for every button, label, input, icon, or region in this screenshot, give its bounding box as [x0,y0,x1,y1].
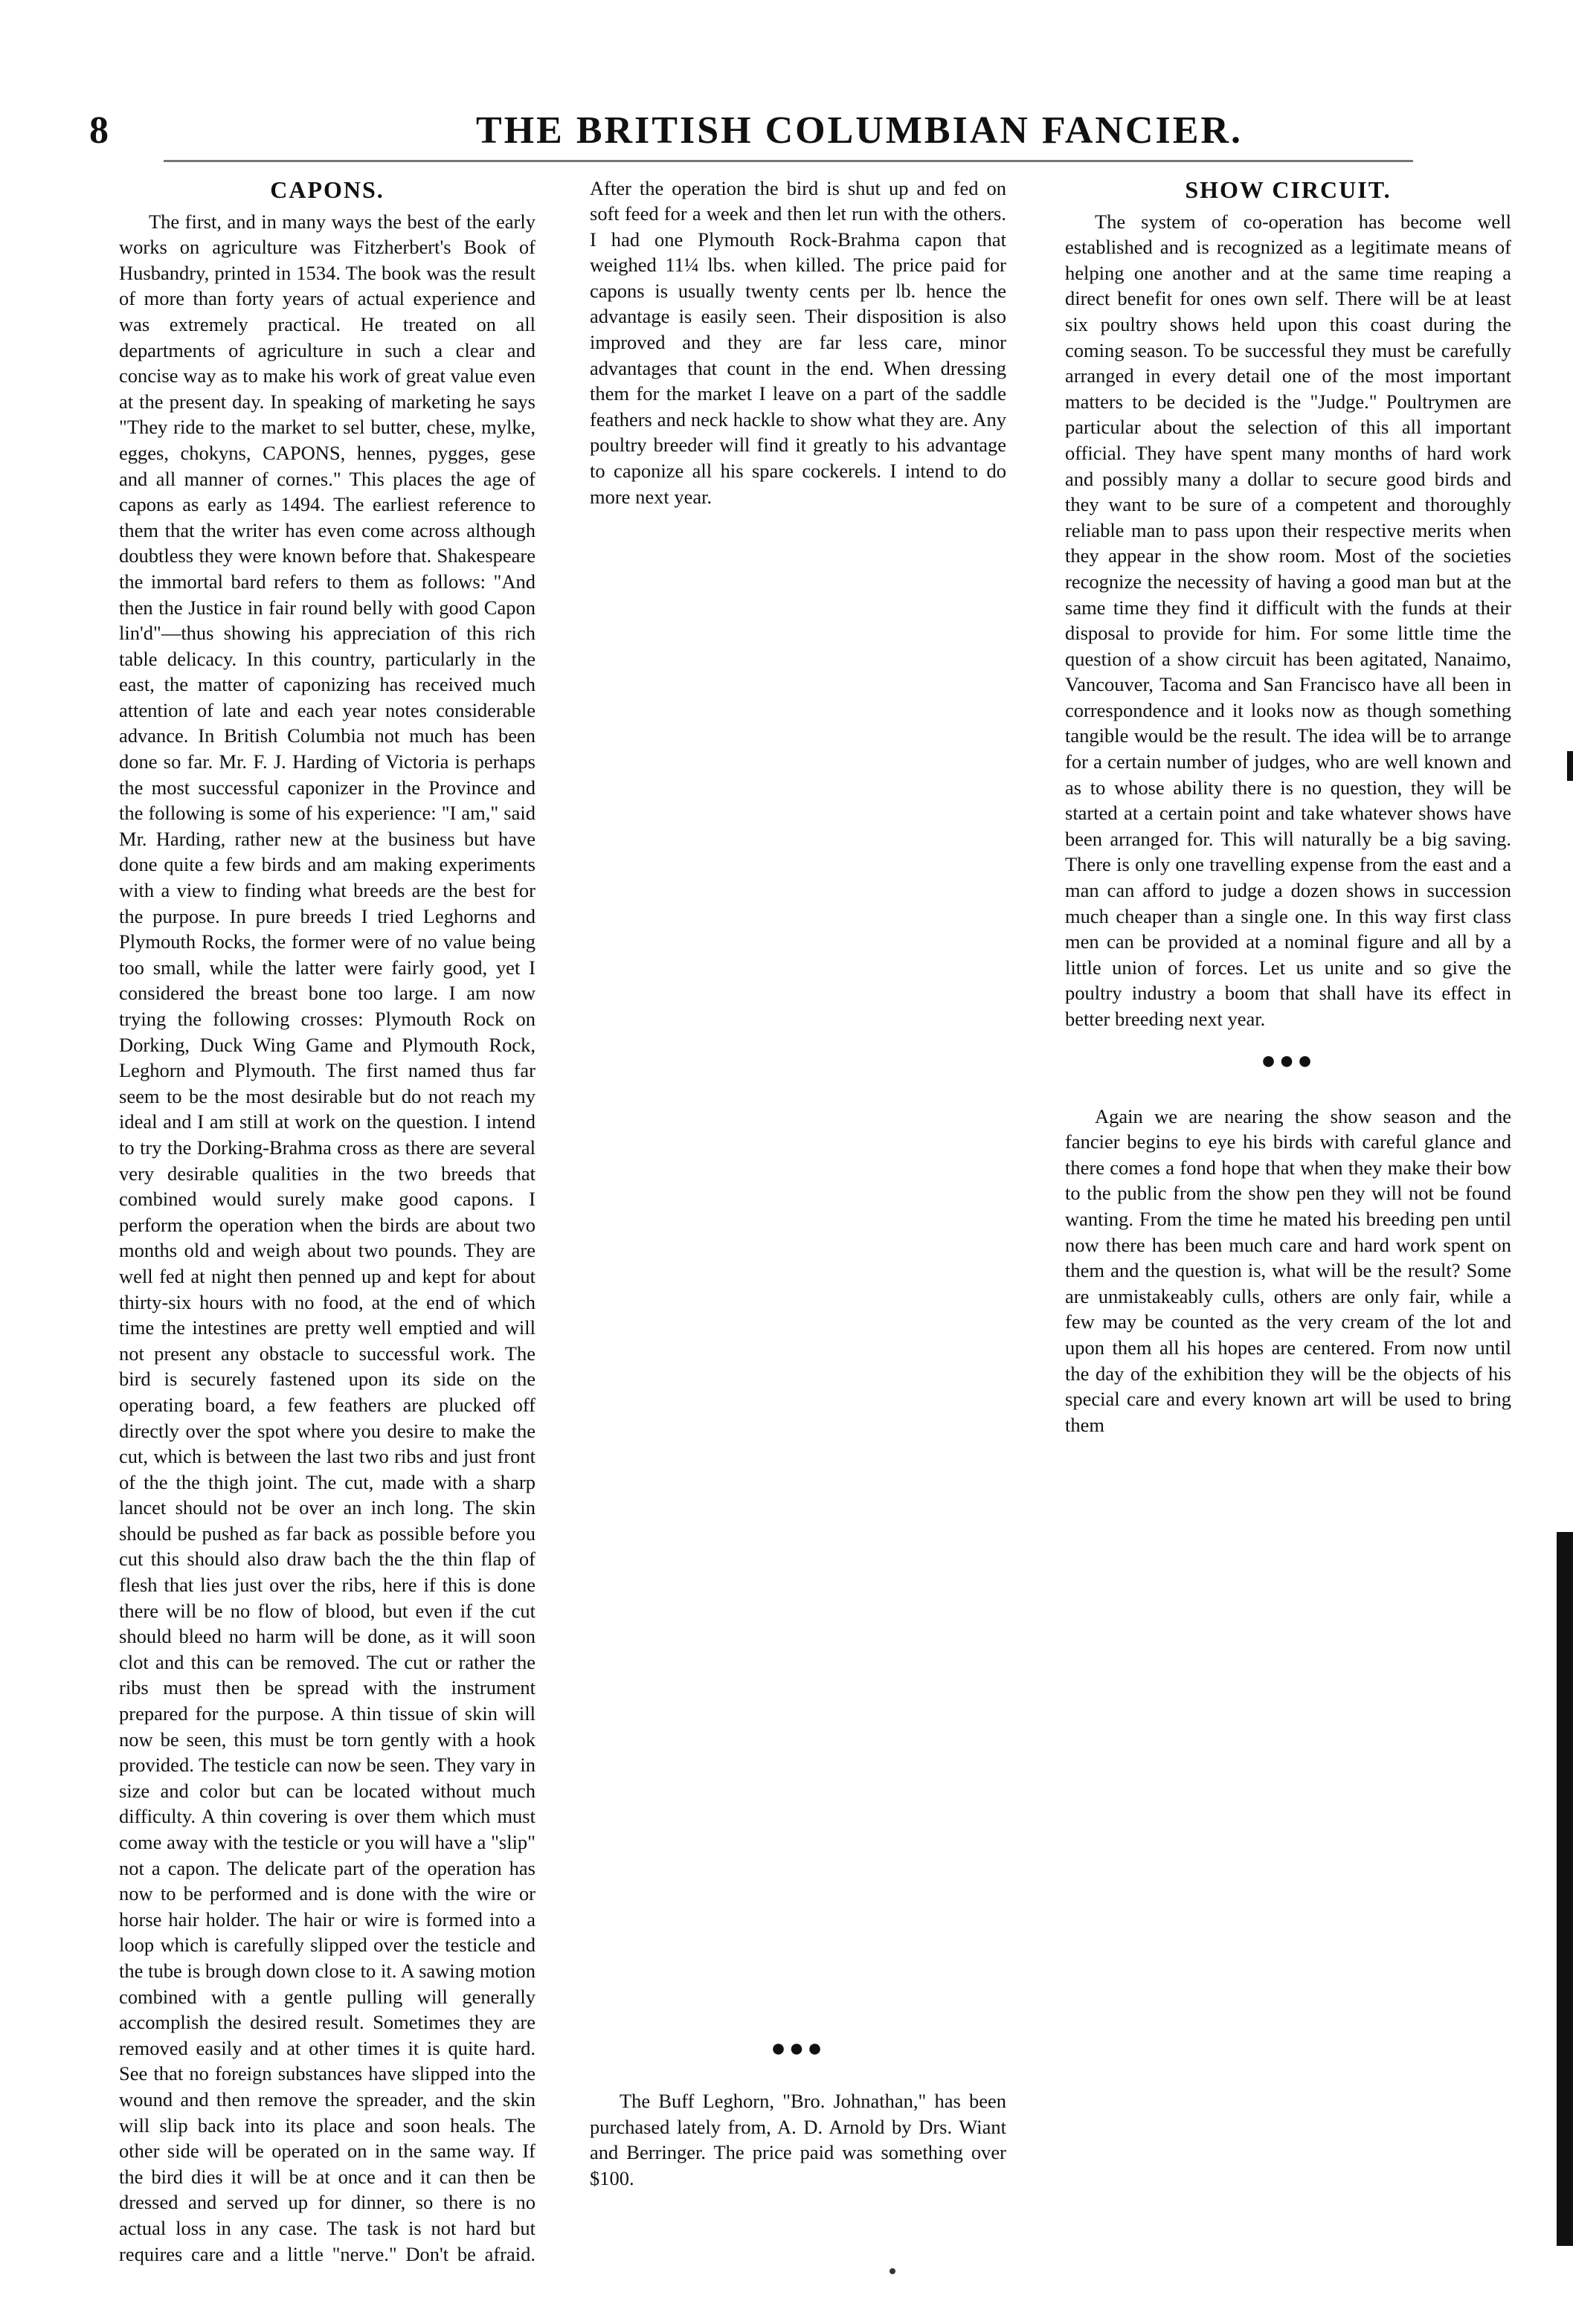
ornament-divider-2: ●●● [1261,1046,1316,1075]
page-edge-mark [1557,1532,1573,2246]
capons-continued [590,177,1006,2014]
column-2 [590,177,1006,2191]
ornament-divider: ●●● [771,2035,826,2062]
column-1 [119,177,535,2269]
show-season-text: Again we are nearing the show season and the fancier begins to eye his birds with careful glance and there comes a fond hope that when they make their bow to the public from the show pen they will not be found wanting. From the time he mated his breeding pen until now there has been much care and hard work spent on them and the question is, what will be the result? Some are unmistakeably culls, others are only fair, while a few may be counted as the very cream of the lot and upon them all his hopes are centered. From now until the day of the exhibition they will be the objects of his special care and every known art will be used to bring them [1065,1104,1511,1436]
show-circuit-heading: SHOW CIRCUIT. [1185,176,1392,203]
column-3 [1065,177,1511,1438]
running-head: THE BRITISH COLUMBIAN FANCIER. [476,109,1243,152]
capons-heading: CAPONS. [270,176,385,203]
page-edge-mark-upper [1567,751,1573,781]
capons-text: The first, and in many ways the best of the early works on agriculture was Fitzherbert's Book of Husbandry, printed in 1534. The book was the result of more than forty years of actual experience and was extremely practical. He treated on all departments of agriculture in such a clear and concise way as to make his work of great value even at the present day. In speaking of marketing he says "They ride to the market to sel butter, chese, mylke, egges, chokyns, CAPONS, hennes, pygges, gese and all manner of cornes." This places the age of capons as early as 1494. The earliest reference to them that the writer has even come across although doubtless they were known before that. Shakespeare the immortal bard refers to them as follows: "And then the Justice in fair round belly with good Capon lin'd"—thus showing his appreciation of this rich table delicacy. In this country, particularly in the east, the matter of caponizing has received much attention of late and each year notes considerable advance. In British Columbia not much has been done so far. Mr. F. J. Harding of Victoria is perhaps the most successful caponizer in the Province and the following is some of his experience: "I am," said Mr. Harding, rather new at the business but have done quite a few birds and am making experiments with a view to finding what breeds are the best for the purpose. In pure breeds I tried Leghorns and Plymouth Rocks, the former were of no value being too small, while the latter were fairly good, yet I considered the breast bone too large. I am now trying the following crosses: Plymouth Rock on Dorking, Duck Wing Game and Plymouth Rock, Leghorn and Plymouth. The first named thus far seem to be the most desirable but do not reach my ideal and I am still at work on the question. I intend to try the Dorking-Brahma cross as there are several very desirable qualities in the two breeds that combined would surely make good capons. I perform the operation when the birds are about two months old and weigh about two pounds. They are well fed at night then penned up and kept for about thirty-six hours with no food, at the end of which time the intestines are pretty well emptied and will not present any obstacle to successful work. The bird is securely fastened upon its side on the operating board, a few feathers are plucked off directly over the spot where you desire to make the cut, which is between the last two ribs and just front of the the thigh joint. The cut, made with a sharp lancet should not be over an inch long. The skin should be pushed as far back as possible before you cut this should also draw bach the the thin flap of flesh that lies just over the ribs, here if this is done there will be no flow of blood, but even if the cut should bleed no harm will be done, as it will soon clot and this can be removed. The cut or rather the ribs must then be spread with the instrument prepared for the purpose. A thin tissue of skin will now be seen, this must be torn gently with a hook provided. The testicle can now be seen. They vary in size and color but can be located without much difficulty. A thin covering is over them which must come away with the testicle or you will have a "slip" not a capon. The delicate part of the operation has now to be performed and is done with the wire or horse hair holder. The hair or wire is formed into a loop which is carefully slipped over the testicle and the tube is brough down close to it. A sawing motion combined with a gentle pulling will generally accomplish the desired result. Sometimes they are removed easily and at other times it is quite hard. See that no foreign substances have slipped into the wound and then remove the spreader, and the skin will slip back into its place and soon heals. The other side will be operated on in the same way. If the bird dies it will be at once and it can then be dressed and served up for dinner, so there is no actual loss in any case. The task is not hard but requires care and a little "nerve." Don't be afraid. [119,210,535,2265]
header-rule [164,160,1413,162]
page-number: 8 [89,109,109,152]
capons-continued-text: After the operation the bird is shut up and fed on soft feed for a week and then let run with the others. I had one Plymouth Rock-Brahma capon that weighed 11¼ lbs. when killed. The price paid for capons is usually twenty cents per lb. hence the advantage is easily seen. Their disposition is also improved and they are far less care, minor advantages that count in the end. When dressing them for the market I leave on a part of the saddle feathers and neck hackle to show what they are. Any poultry breeder will find it greatly to his advantage to caponize all his spare cockerels. I intend to do more next year. [590,177,1006,508]
buff-leghorn-note: The Buff Leghorn, "Bro. Johnathan," has been purchased lately from, A. D. Arnold by Drs. Wiant and Berringer. The price paid was something over $100. [590,2090,1006,2189]
bottom-dot [890,2268,895,2274]
show-circuit-text: The system of co-operation has become well established and is recognized as a legitimate means of helping one another and at the same time reaping a direct benefit for ones own self. There will be at least six poultry shows held upon this coast during the coming season. To be successful they must be carefully arranged in every detail one of the most important matters to be decided is the "Judge." Poultrymen are particular about the selection of this all important official. They have spent many months of hard work and possibly many a dollar to secure good birds and they want to be sure of a competent and thoroughly reliable man to pass upon their respective merits when they appear in the show room. Most of the societies recognize the necessity of having a good man but at the same time they find it difficult with the funds at their disposal to provide for him. For some little time the question of a show circuit has been agitated, Nanaimo, Vancouver, Tacoma and San Francisco have all been in correspondence and it looks now as though something tangible would be the result. The idea will be to arrange for a certain number of judges, who are well known and as to whose ability there is no question, they will be started at a certain point and take whatever shows have been arranged for. This will naturally be a big saving. There is only one travelling expense from the east and a man can afford to judge a dozen shows in succession much cheaper than a single one. In this way first class men can be provided at a nominal figure and all by a little union of forces. Let us unite and so give the poultry industry a boom that shall have its effect in better breeding next year. [1065,210,1511,1030]
